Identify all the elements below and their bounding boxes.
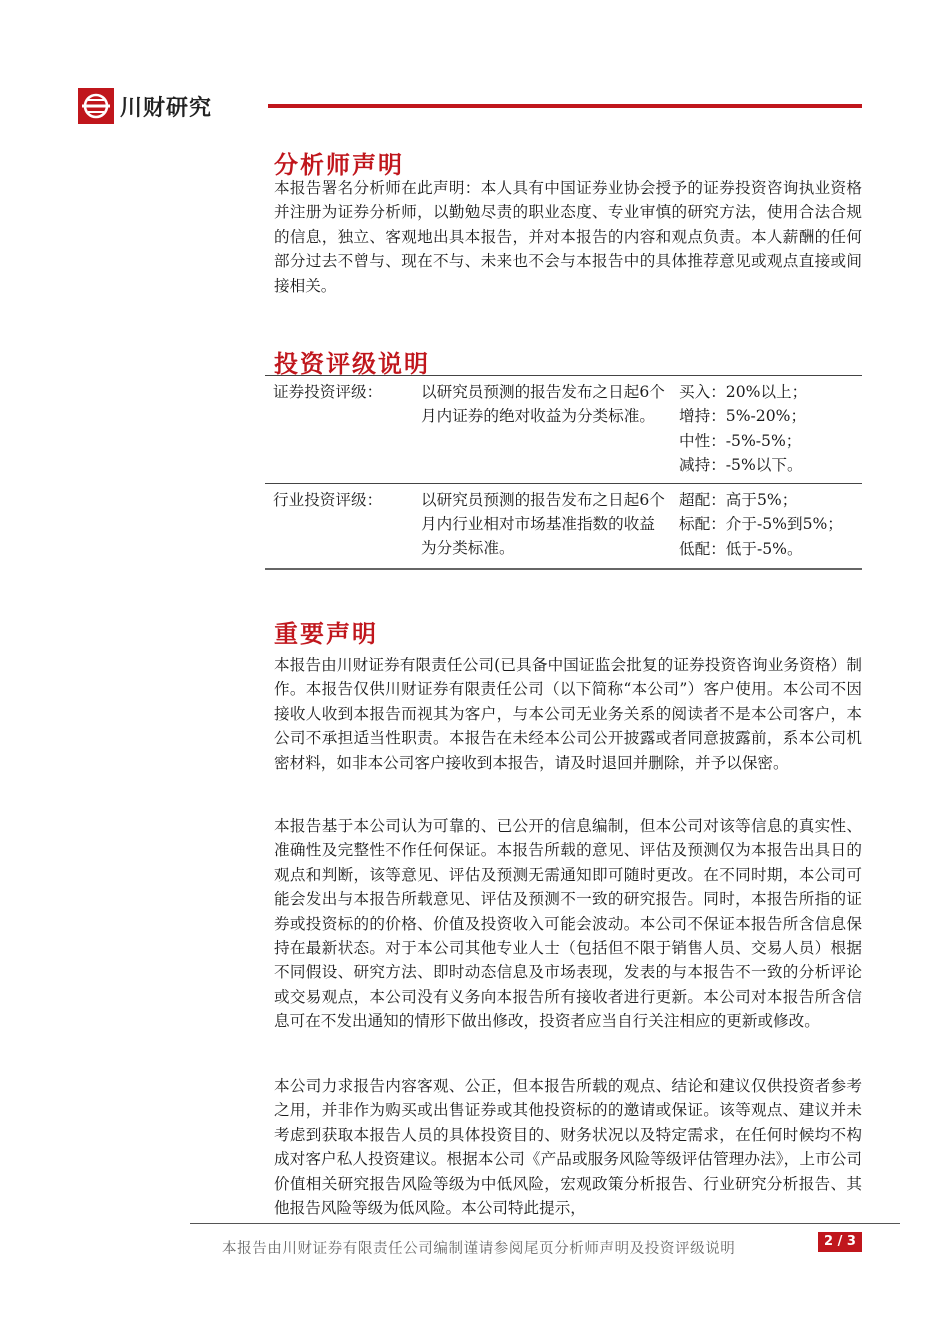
rating-levels bbox=[679, 380, 807, 478]
footer-note: 本报告由川财证券有限责任公司编制谨请参阅尾页分析师声明及投资评级说明 bbox=[222, 1241, 736, 1257]
logo-text: 川财研究 bbox=[120, 95, 213, 121]
footer-rule bbox=[190, 1223, 900, 1224]
disclaimer-paragraph: 本报告由川财证券有限责任公司(已具备中国证监会批复的证券投资咨询业务资格）制作。本报告仅供川财证券有限责任公司（以下简称“本公司”）客户使用。本公司不因接收人收到本报告而视其为客户，与本公司无业务关系的阅读者不是本公司客户，本公司不承担适当性职责。本报告在未经本公司公开披露或者同意披露前，系本公司机密材料，如非本公司客户接收到本报告，请及时退回并删除，并予以保密。 bbox=[274, 656, 862, 772]
rating-row-security bbox=[265, 375, 862, 484]
rating-level: 超配：高于5%； bbox=[679, 491, 798, 509]
header-rule bbox=[268, 104, 862, 108]
rating-description: 以研究员预测的报告发布之日起6个月内行业相对市场基准指数的收益为分类标准。 bbox=[421, 491, 665, 557]
rating-level: 中性：-5%-5%； bbox=[679, 431, 802, 450]
company-logo bbox=[78, 88, 212, 124]
rating-table bbox=[265, 375, 862, 570]
rating-label: 行业投资评级： bbox=[273, 491, 383, 509]
analyst-statement-body: 本报告署名分析师在此声明：本人具有中国证券业协会授予的证券投资咨询执业资格并注册为证券分析师，以勤勉尽责的职业态度、专业审慎的研究方法，使用合法合规的信息，独立、客观地出具本报告，并对本报告的内容和观点负责。本人薪酬的任何部分过去不曾与、现在不与、未来也不会与本报告中的具体推荐意见或观点直接或间接相关。 bbox=[274, 179, 862, 295]
rating-level: 低配：低于-5%。 bbox=[679, 539, 803, 558]
analyst-statement-title: 分析师声明 bbox=[274, 150, 404, 179]
rating-label: 证券投资评级： bbox=[273, 383, 383, 401]
disclaimer-title: 重要声明 bbox=[274, 619, 378, 648]
disclaimer-paragraph: 本报告基于本公司认为可靠的、已公开的信息编制，但本公司对该等信息的真实性、准确性及完整性不作任何保证。本报告所载的意见、评估及预测仅为本报告出具日的观点和判断，该等意见、评估及预测无需通知即可随时更改。在不同时期，本公司可能会发出与本报告所载意见、评估及预测不一致的研究报告。同时，本报告所指的证券或投资标的的价格、价值及投资收入可能会波动。本公司不保证本报告所含信息保持在最新状态。对于本公司其他专业人士（包括但不限于销售人员、交易人员）根据不同假设、研究方法、即时动态信息及市场表现，发表的与本报告不一致的分析评论或交易观点，本公司没有义务向本报告所有接收者进行更新。本公司对本报告所含信息可在不发出通知的情形下做出修改，投资者应当自行关注相应的更新或修改。 bbox=[274, 817, 862, 1031]
rating-description: 以研究员预测的报告发布之日起6个月内证券的绝对收益为分类标准。 bbox=[421, 383, 665, 425]
rating-level: 减持：-5%以下。 bbox=[679, 456, 803, 475]
rating-level: 标配：介于-5%到5%； bbox=[679, 515, 843, 534]
rating-level: 增持：5%-20%； bbox=[679, 407, 807, 426]
rating-levels bbox=[679, 488, 843, 561]
disclaimer-paragraph: 本公司力求报告内容客观、公正，但本报告所载的观点、结论和建议仅供投资者参考之用，并非作为购买或出售证券或其他投资标的的邀请或保证。该等观点、建议并未考虑到获取本报告人员的具体投资目的、财务状况以及特定需求，在任何时候均不构成对客户私人投资建议。根据本公司《产品或服务风险等级评估管理办法》，上市公司价值相关研究报告风险等级为中低风险，宏观政策分析报告、行业研究分析报告、其他报告风险等级为低风险。本公司特此提示， bbox=[274, 1077, 862, 1218]
rating-level: 买入：20%以上； bbox=[679, 383, 808, 401]
page-number-badge: 2 / 3 bbox=[818, 1232, 862, 1252]
logo-mark-icon bbox=[78, 88, 114, 124]
rating-row-industry bbox=[265, 484, 862, 570]
rating-title: 投资评级说明 bbox=[274, 349, 430, 378]
